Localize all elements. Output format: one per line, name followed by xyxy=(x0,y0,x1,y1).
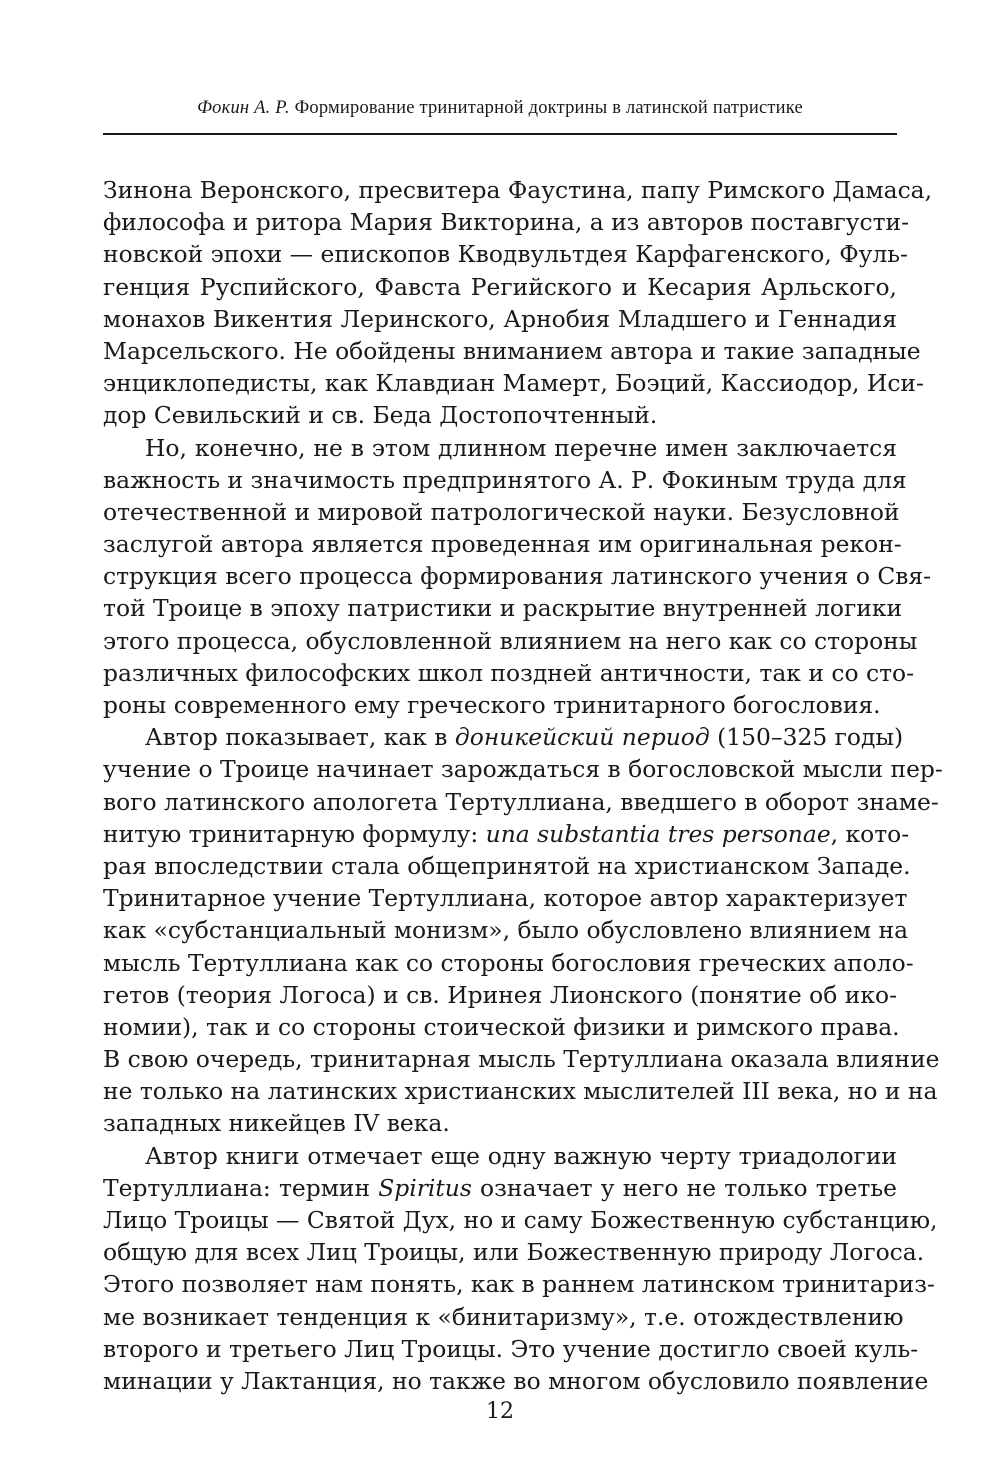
text-segment: энциклопедисты, как Клавдиан Мамерт, Боэций, Кассиодор, Иси- xyxy=(103,369,924,398)
text-segment: Но, конечно, не в этом длинном перечне имен заключается xyxy=(145,433,897,462)
italic-term: доникейский период xyxy=(454,723,710,752)
text-line xyxy=(103,238,908,270)
text-segment: минации у Лактанция, но также во многом обусловило появление xyxy=(103,1366,929,1395)
body-text xyxy=(103,174,943,1397)
text-segment: важность и значимость предпринятого А. Р. Фокиным труда для xyxy=(103,465,907,494)
text-line xyxy=(103,1333,919,1365)
text-segment: западных никейцев IV века. xyxy=(103,1109,450,1138)
text-line xyxy=(103,818,910,850)
text-segment: учение о Троице начинает зарождаться в богословской мысли пер- xyxy=(103,755,943,784)
text-line xyxy=(103,1011,900,1043)
text-segment: , кото- xyxy=(830,819,910,848)
text-line xyxy=(103,303,897,335)
text-segment: монахов Викентия Леринского, Арнобия Младшего и Геннадия xyxy=(103,304,897,333)
text-segment: номии), так и со стороны стоической физики и римского права. xyxy=(103,1012,900,1041)
text-segment: Этого позволяет нам понять, как в раннем латинском тринитариз- xyxy=(103,1270,935,1299)
text-segment: Марсельского. Не обойдены вниманием автора и такие западные xyxy=(103,336,921,365)
text-line xyxy=(103,1268,935,1300)
text-segment: не только на латинских христианских мыслителей III века, но и на xyxy=(103,1077,938,1106)
text-line xyxy=(103,850,911,882)
text-segment: этого процесса, обусловленной влиянием на него как со стороны xyxy=(103,626,918,655)
text-line xyxy=(103,1043,940,1075)
text-line xyxy=(103,786,939,818)
text-line xyxy=(103,592,903,624)
running-header xyxy=(103,98,897,119)
text-line xyxy=(103,979,897,1011)
header-author: Фокин А. Р. xyxy=(197,98,290,118)
text-line xyxy=(103,464,907,496)
text-segment: струкция всего процесса формирования латинского учения о Свя- xyxy=(103,562,932,591)
text-line xyxy=(103,271,897,303)
text-line xyxy=(103,657,915,689)
text-segment: Тринитарное учение Тертуллиана, которое автор характеризует xyxy=(103,884,908,913)
text-line xyxy=(103,882,908,914)
text-segment: той Троице в эпоху патристики и раскрытие внутренней логики xyxy=(103,594,903,623)
text-line xyxy=(103,625,918,657)
text-line xyxy=(103,206,910,238)
italic-term: una substantia tres personae xyxy=(485,819,831,848)
text-line xyxy=(103,174,933,206)
text-line xyxy=(103,1236,925,1268)
text-segment: второго и третьего Лиц Троицы. Это учение достигло своей куль- xyxy=(103,1334,919,1363)
text-line xyxy=(103,367,924,399)
text-segment: нитую тринитарную формулу: xyxy=(103,819,486,848)
text-segment: гетов (теория Логоса) и св. Иринея Лионского (понятие об ико- xyxy=(103,980,897,1009)
header-title: Формирование тринитарной доктрины в латинской патристике xyxy=(294,98,803,118)
text-segment: дор Севильский и св. Беда Достопочтенный. xyxy=(103,401,658,430)
text-segment: заслугой автора является проведенная им оригинальная рекон- xyxy=(103,530,902,559)
text-line xyxy=(103,335,921,367)
text-segment: мысль Тертуллиана как со стороны богословия греческих аполо- xyxy=(103,948,914,977)
text-line xyxy=(103,1075,938,1107)
text-segment: как «субстанциальный монизм», было обусловлено влиянием на xyxy=(103,916,909,945)
text-line xyxy=(103,689,897,721)
text-segment: Зинона Веронского, пресвитера Фаустина, папу Римского Дамаса, xyxy=(103,176,933,204)
text-line xyxy=(103,1140,897,1172)
text-line xyxy=(103,1204,938,1236)
text-segment: отечественной и мировой патрологической науки. Безусловной xyxy=(103,497,900,526)
text-segment: (150–325 годы) xyxy=(709,723,904,752)
text-line xyxy=(103,432,897,464)
text-segment: означает у него не только третье xyxy=(471,1173,897,1202)
text-line xyxy=(103,399,897,431)
text-segment: различных философских школ поздней античности, так и со сто- xyxy=(103,658,915,687)
text-segment: ме возникает тенденция к «бинитаризму», т.е. отождествлению xyxy=(103,1302,904,1331)
text-segment: В свою очередь, тринитарная мысль Тертуллиана оказала влияние xyxy=(103,1045,940,1074)
text-segment: генция Руспийского, Фавста Регийского и Кесария Арльского, xyxy=(103,272,897,301)
text-segment: роны современного ему греческого тринитарного богословия. xyxy=(103,691,881,719)
text-segment: новской эпохи — епископов Кводвультдея Карфагенского, Фуль- xyxy=(103,240,908,269)
text-line xyxy=(103,914,909,946)
text-line xyxy=(103,1301,904,1333)
text-segment: Автор книги отмечает еще одну важную черту триадологии xyxy=(145,1141,897,1170)
text-line xyxy=(103,496,900,528)
header-rule xyxy=(103,133,897,135)
text-line xyxy=(103,1107,897,1139)
text-line xyxy=(103,560,932,592)
text-segment: вого латинского апологета Тертуллиана, введшего в оборот знаме- xyxy=(103,787,939,816)
text-segment: Лицо Троицы — Святой Дух, но и саму Божественную субстанцию, xyxy=(103,1206,938,1234)
text-segment: Автор показывает, как в xyxy=(145,723,455,752)
text-line xyxy=(103,753,943,785)
text-line xyxy=(103,1365,929,1397)
text-line xyxy=(103,947,914,979)
text-line xyxy=(103,721,904,753)
italic-term: Spiritus xyxy=(378,1173,472,1202)
text-segment: Тертуллиана: термин xyxy=(103,1173,379,1202)
text-line xyxy=(103,1172,897,1204)
text-segment: философа и ритора Мария Викторина, а из авторов поставгусти- xyxy=(103,208,910,237)
page-number: 12 xyxy=(486,1399,514,1424)
text-line xyxy=(103,528,902,560)
text-segment: рая впоследствии стала общепринятой на христианском Западе. xyxy=(103,851,911,880)
text-segment: общую для всех Лиц Троицы, или Божественную природу Логоса. xyxy=(103,1238,925,1267)
